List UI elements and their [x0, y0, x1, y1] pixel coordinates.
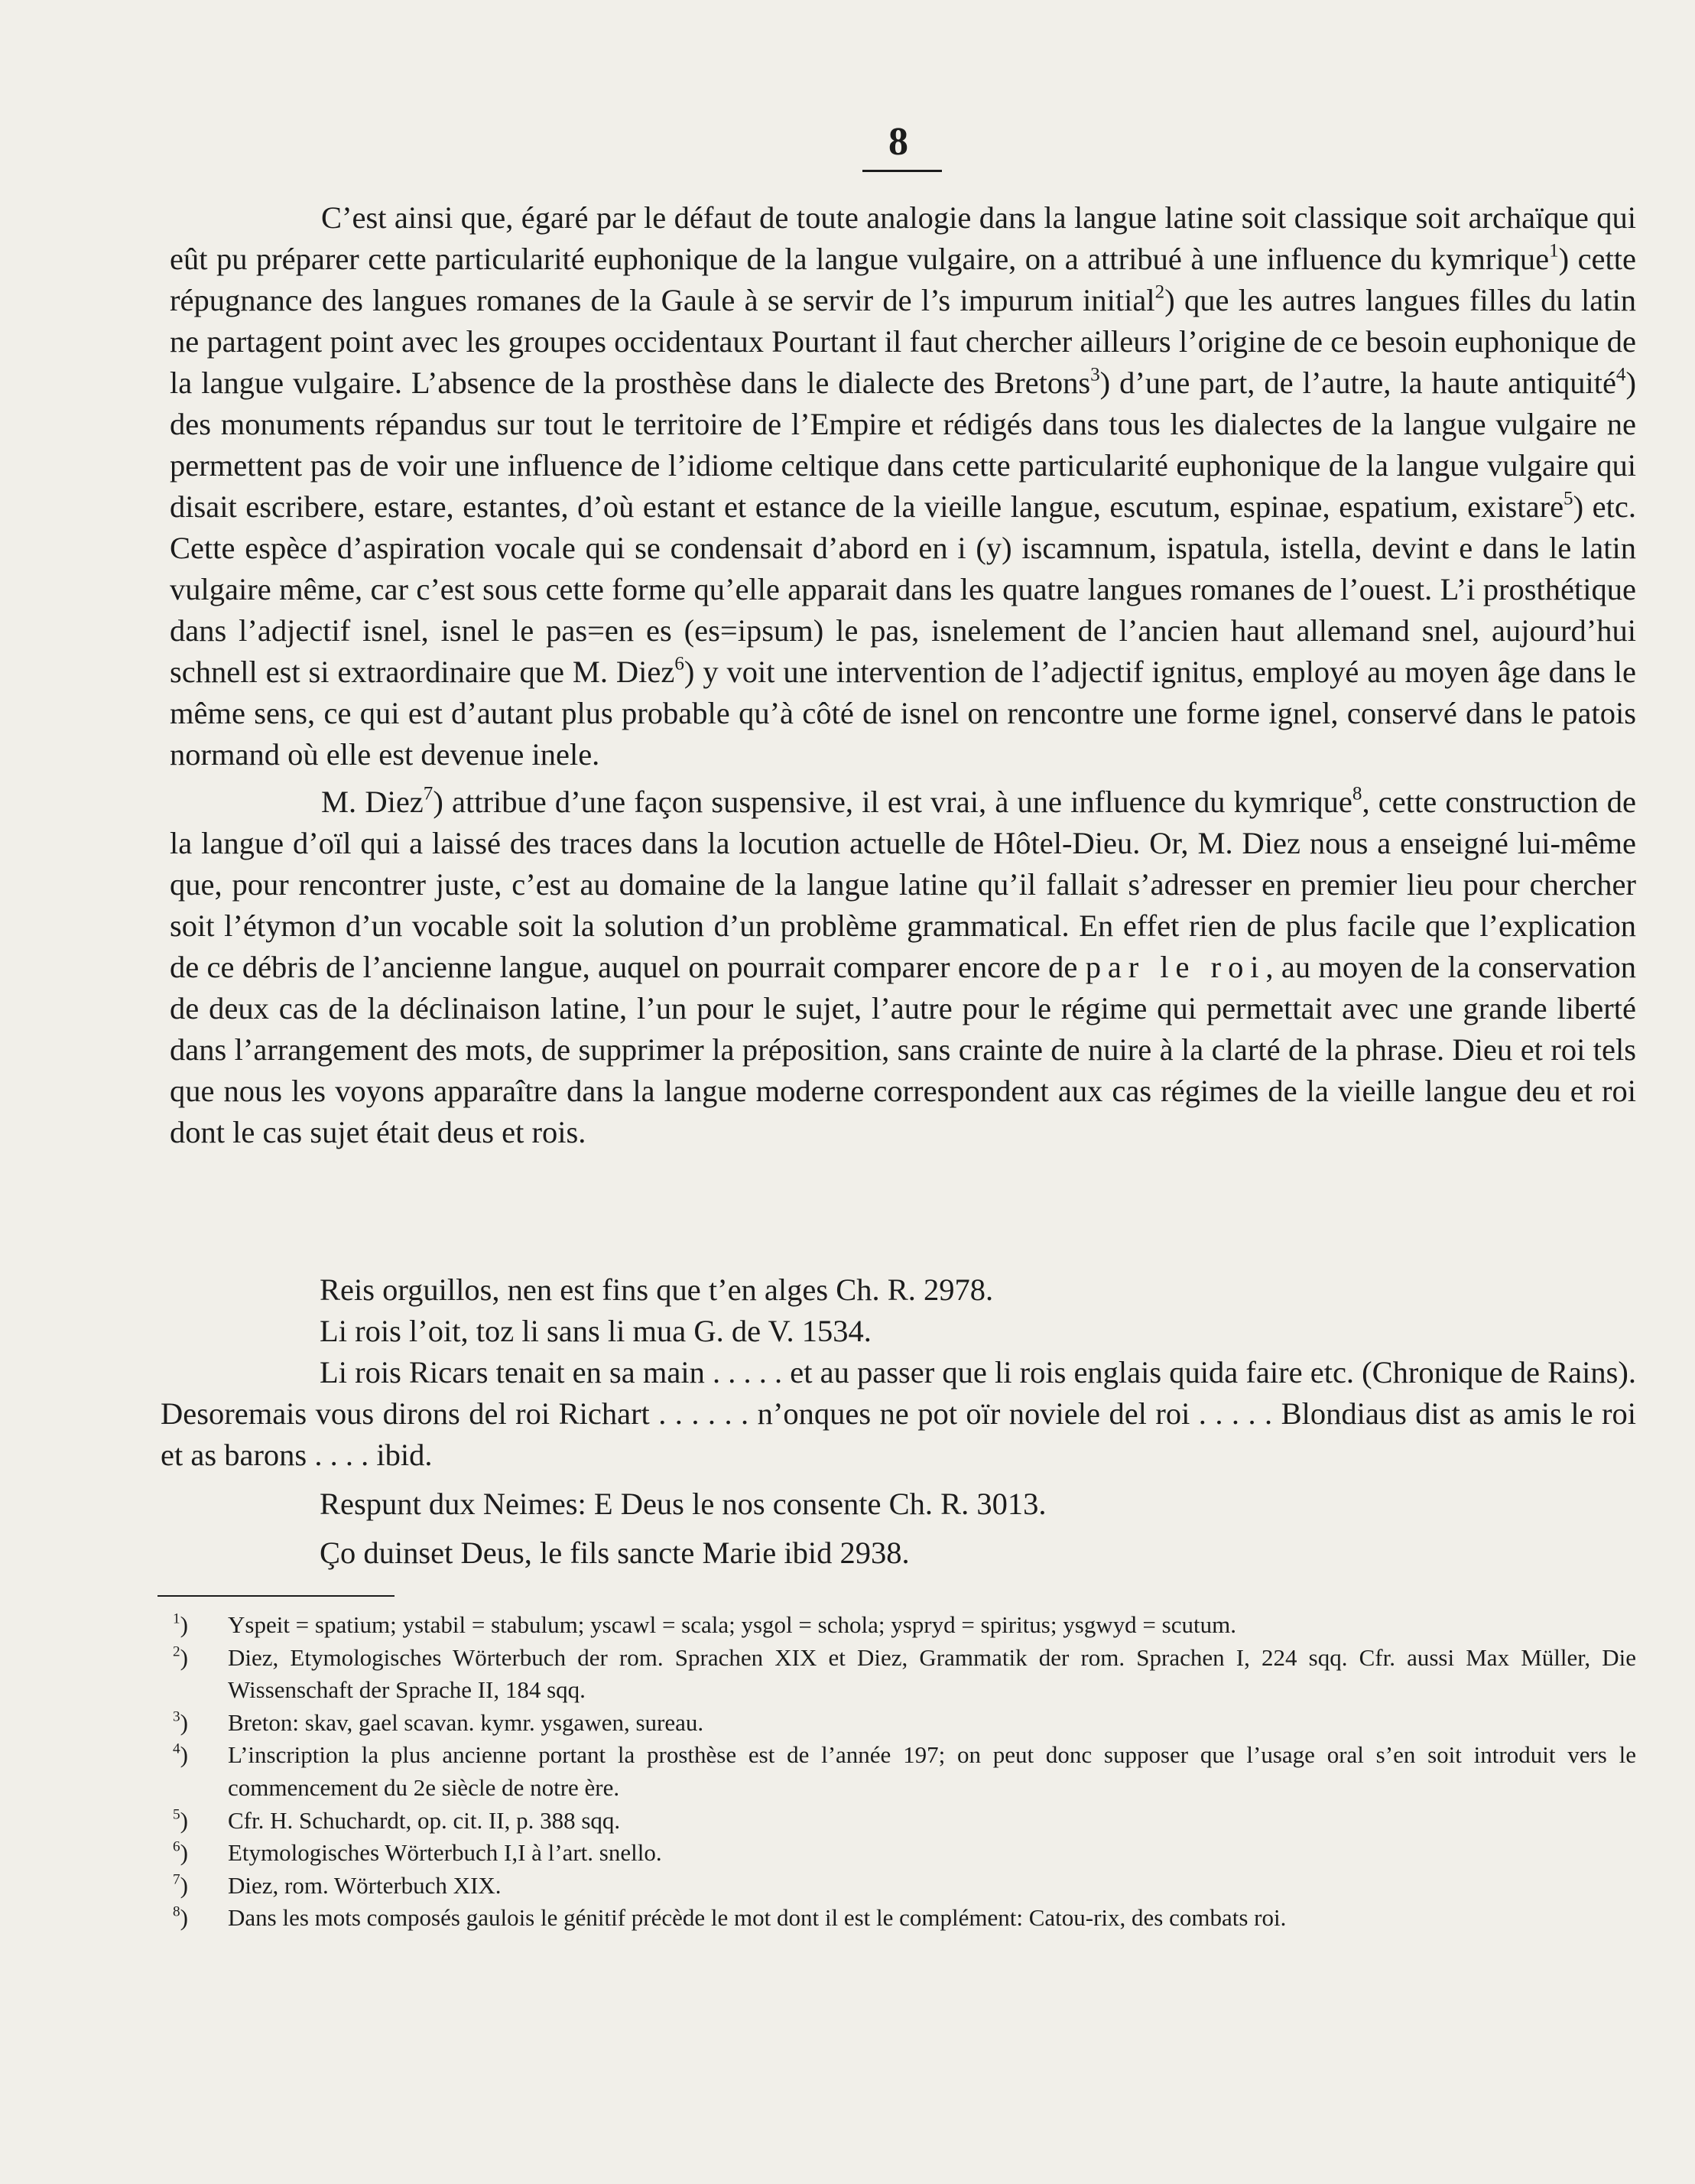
footnote-5: $^5$) Cfr. H. Schuchardt, op. cit. II, p. 388 sqq.: [173, 1806, 621, 1834]
footnote-4: $^4$) L’inscription la plus ancienne portant la prosthèse est de l’année 197; on peut donc supposer que l’usage oral s’en soit introduit vers le commencement du 2e siècle de notre ère.: [173, 1740, 1636, 1801]
paragraph-2: M. Diez$^7$) attribue d’une façon suspensive, il est vrai, à une influence du kymrique$^8$, cette construction de la langue d’oïl qui a laissé des traces dans la locution actuelle de Hôtel-Dieu. Or, M. Diez nous a enseigné lui-même que, pour rencontrer juste, c’est au domaine de la langue latine qu’il fallait s’adresser en premier lieu pour chercher soit l’étymon d’un vocable soit la solution d’un problème grammatical. En effet rien de plus facile que l’explication de ce débris de l’ancienne langue, auquel on pourrait comparer encore de par le roi, au moyen de la conservation de deux cas de la déclinaison latine, l’un pour le sujet, l’autre pour le régime qui permettait avec une grande liberté dans l’arrangement des mots, de supprimer la préposition, sans crainte de nuire à la clarté de la phrase. Dieu et roi tels que nous les voyons apparaître dans la langue moderne correspondent aux cas régimes de la vieille langue deu et roi dont le cas sujet était deus et rois.: [170, 783, 1636, 1149]
footnote-3: $^3$) Breton: skav, gael scavan. kymr. ysgawen, sureau.: [173, 1708, 704, 1736]
footnote-separator: [157, 1595, 395, 1597]
footnote-7: $^7$) Diez, rom. Wörterbuch XIX.: [173, 1871, 502, 1899]
quotation-4: Respunt dux Neimes: E Deus le nos consente Ch. R. 3013.: [320, 1487, 1047, 1521]
footnote-2: $^2$) Diez, Etymologisches Wörterbuch der rom. Sprachen XIX et Diez, Grammatik der rom. Sprachen I, 224 sqq. Cfr. aussi Max Müller, Die Wissenschaft der Sprache II, 184 sqq.: [173, 1643, 1636, 1704]
footnote-8: $^8$) Dans les mots composés gaulois le génitif précède le mot dont il est le complément: Catou-rix, des combats roi.: [173, 1903, 1287, 1932]
footnote-ref-2: 2: [1154, 281, 1165, 303]
quotation-2: Li rois l’oit, toz li sans li mua G. de V. 1534.: [320, 1314, 872, 1348]
quotations-block: [161, 1269, 1636, 1574]
footnote-ref-8: 8: [1352, 783, 1362, 804]
quotation-3: Li rois Ricars tenait en sa main . . . . . et au passer que li rois englais quida faire etc. (Chronique de Rains). Desoremais vous dirons del roi Richart . . . . . . n’onques ne pot oïr noviele del roi . . . . . Blondiaus dist as amis le roi et as barons . . . . ibid.: [161, 1355, 1636, 1472]
footnotes: [157, 1609, 1636, 1935]
spaced-emphasis: par le roi: [1085, 950, 1266, 984]
page-number: 8: [888, 120, 908, 164]
footnote-ref-3: 3: [1090, 364, 1100, 385]
footnote-ref-5: 5: [1563, 488, 1573, 509]
paragraph-1: C’est ainsi que, égaré par le défaut de toute analogie dans la langue latine soit classique soit archaïque qui eût pu préparer cette particularité euphonique de la langue vulgaire, on a attribué à une influence du kymrique$^1$) cette répugnance des langues romanes de la Gaule à se servir de l’s impurum initial$^2$) que les autres langues filles du latin ne partagent point avec les groupes occidentaux Pourtant il faut chercher ailleurs l’origine de ce besoin euphonique de la langue vulgaire. L’absence de la prosthèse dans le dialecte des Bretons$^3$) d’une part, de l’autre, la haute antiquité$^4$) des monuments répandus sur tout le territoire de l’Empire et rédigés dans tous les dialectes de la langue vulgaire ne permettent pas de voir une influence de l’idiome celtique dans cette particularité euphonique de la langue vulgaire qui disait escribere, estare, estantes, d’où estant et estance de la vieille langue, escutum, espinae, espatium, existare$^5$) etc. Cette espèce d’aspiration vocale qui se condensait d’abord en i (y) iscamnum, ispatula, istella, devint e dans le latin vulgaire même, car c’est sous cette forme qu’elle apparait dans les quatre langues romanes de l’ouest. L’i prosthétique dans l’adjectif isnel, isnel le pas=en es (es=ipsum) le pas, isnelement de l’ancien haut allemand snel, aujourd’hui schnell est si extraordinaire que M. Diez$^6$) y voit une intervention de l’adjectif ignitus, employé au moyen âge dans le même sens, ce qui est d’autant plus probable qu’à côté de isnel on rencontre une forme ignel, conservé dans le patois normand où elle est devenue inele.: [170, 200, 1637, 772]
footnote-6: $^6$) Etymologisches Wörterbuch I,I à l’art. snello.: [173, 1838, 662, 1867]
quotation-1: Reis orguillos, nen est fins que t’en alges Ch. R. 2978.: [320, 1272, 994, 1307]
quotation-5: Ço duinset Deus, le fils sancte Marie ibid 2938.: [320, 1536, 910, 1570]
footnote-ref-6: 6: [674, 653, 684, 674]
footnote-ref-1: 1: [1549, 240, 1559, 262]
footnote-ref-7: 7: [423, 783, 433, 804]
body-text: [170, 197, 1636, 1153]
page-number-rule: [862, 170, 942, 172]
footnote-1: $^1$) Yspeit = spatium; ystabil = stabulum; yscawl = scala; ysgol = schola; yspryd = spiritus; ysgwyd = scutum.: [173, 1610, 1236, 1638]
footnote-ref-4: 4: [1615, 364, 1626, 385]
